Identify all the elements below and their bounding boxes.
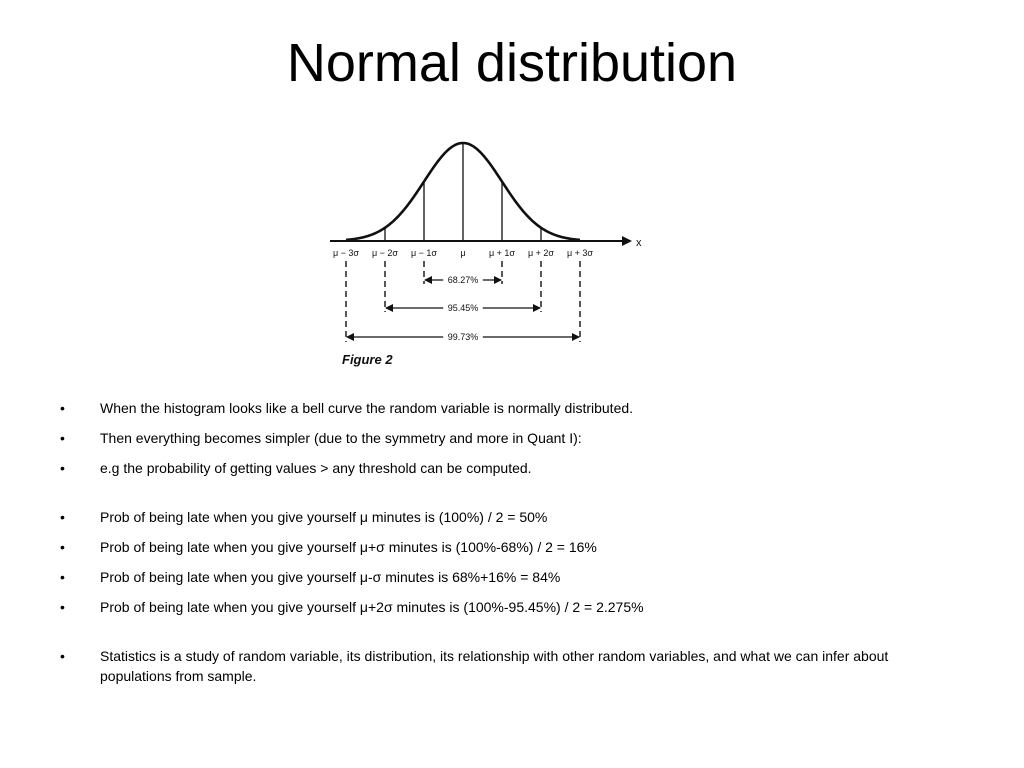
bullet-item bbox=[60, 398, 960, 418]
range-label: 99.73% bbox=[447, 332, 479, 342]
bullet-item bbox=[60, 597, 960, 617]
bullet-marker: • bbox=[60, 599, 65, 615]
range-arrowhead-left bbox=[424, 276, 432, 284]
bullet-text: Prob of being late when you give yourself μ+2σ minutes is (100%-95.45%) / 2 = 2.275% bbox=[100, 599, 644, 615]
range-arrowhead-right bbox=[533, 304, 541, 312]
tick-label: μ bbox=[460, 248, 466, 258]
range-arrowhead-right bbox=[572, 333, 580, 341]
bullet-item bbox=[60, 537, 960, 557]
bullet-text: Prob of being late when you give yourself μ-σ minutes is 68%+16% = 84% bbox=[100, 569, 561, 585]
tick-label: μ − 1σ bbox=[410, 248, 438, 258]
range-label: 95.45% bbox=[447, 303, 479, 313]
bullet-text: Then everything becomes simpler (due to the symmetry and more in Quant I): bbox=[100, 430, 582, 446]
x-axis-label: x bbox=[636, 237, 642, 249]
bullet-text: When the histogram looks like a bell curve the random variable is normally distributed. bbox=[100, 400, 634, 416]
bullet-text: e.g the probability of getting values > any threshold can be computed. bbox=[100, 460, 532, 476]
figure-caption: Figure 2 bbox=[342, 352, 393, 367]
range-arrowhead-left bbox=[346, 333, 354, 341]
bullet-list bbox=[60, 398, 960, 696]
bullet-item bbox=[60, 646, 960, 686]
bullet-marker: • bbox=[60, 460, 65, 476]
bell-curve-diagram bbox=[322, 132, 650, 374]
bullet-marker: • bbox=[60, 430, 65, 446]
tick-label: μ − 2σ bbox=[371, 248, 399, 258]
bullet-marker: • bbox=[60, 648, 65, 664]
bullet-text: Statistics is a study of random variable, its distribution, its relationship with other random variables, and what we can infer about populations from sample. bbox=[100, 648, 889, 684]
slide-title: Normal distribution bbox=[286, 33, 738, 93]
tick-label: μ + 2σ bbox=[527, 248, 555, 258]
normal-distribution-figure bbox=[322, 132, 650, 374]
x-axis-arrow bbox=[622, 236, 632, 246]
range-arrowhead-right bbox=[494, 276, 502, 284]
bullet-text: Prob of being late when you give yourself μ minutes is (100%) / 2 = 50% bbox=[100, 509, 548, 525]
bullet-marker: • bbox=[60, 400, 65, 416]
range-arrowhead-left bbox=[385, 304, 393, 312]
bullet-marker: • bbox=[60, 539, 65, 555]
bullet-item bbox=[60, 567, 960, 587]
bullet-item bbox=[60, 428, 960, 448]
tick-label: μ + 3σ bbox=[566, 248, 594, 258]
tick-label: μ − 3σ bbox=[332, 248, 360, 258]
range-label: 68.27% bbox=[447, 275, 479, 285]
bullet-marker: • bbox=[60, 509, 65, 525]
bullet-item bbox=[60, 507, 960, 527]
bullet-marker: • bbox=[60, 569, 65, 585]
bullet-item bbox=[60, 458, 960, 478]
bullet-text: Prob of being late when you give yourself μ+σ minutes is (100%-68%) / 2 = 16% bbox=[100, 539, 597, 555]
tick-label: μ + 1σ bbox=[488, 248, 516, 258]
